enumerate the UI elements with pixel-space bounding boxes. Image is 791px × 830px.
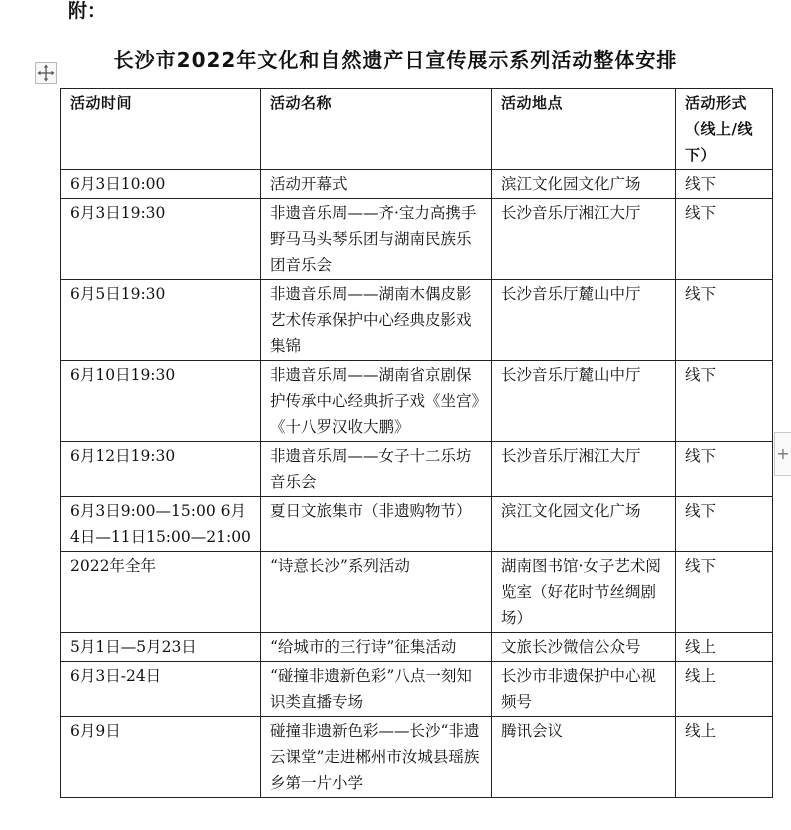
cell-name[interactable]: 非遗音乐周——湖南省京剧保护传承中心经典折子戏《坐宫》《十八罗汉收大鹏》 (261, 361, 492, 442)
header-time[interactable]: 活动时间 (61, 89, 261, 170)
cell-mode[interactable]: 线下 (676, 361, 773, 442)
cell-name[interactable]: 夏日文旅集市（非遗购物节） (261, 497, 492, 552)
cell-place[interactable]: 滨江文化园文化广场 (492, 497, 676, 552)
cell-place[interactable]: 腾讯会议 (492, 717, 676, 798)
cell-time[interactable]: 2022年全年 (61, 552, 261, 633)
cell-mode[interactable]: 线下 (676, 442, 773, 497)
table-row (61, 170, 773, 199)
table-header-row (61, 89, 773, 170)
cell-name[interactable]: “碰撞非遗新色彩”八点一刻知识类直播专场 (261, 662, 492, 717)
cell-time[interactable]: 6月12日19:30 (61, 442, 261, 497)
cell-name[interactable]: “给城市的三行诗”征集活动 (261, 633, 492, 662)
header-mode[interactable]: 活动形式（线上/线下） (676, 89, 773, 170)
cell-place[interactable]: 长沙市非遗保护中心视频号 (492, 662, 676, 717)
cell-time[interactable]: 6月3日-24日 (61, 662, 261, 717)
table-row (61, 361, 773, 442)
table-row (61, 199, 773, 280)
cell-mode[interactable]: 线上 (676, 633, 773, 662)
cell-time[interactable]: 6月5日19:30 (61, 280, 261, 361)
cell-place[interactable]: 滨江文化园文化广场 (492, 170, 676, 199)
add-row-button[interactable] (774, 432, 791, 476)
cell-mode[interactable]: 线下 (676, 170, 773, 199)
cell-time[interactable]: 5月1日—5月23日 (61, 633, 261, 662)
cell-mode[interactable]: 线下 (676, 280, 773, 361)
cell-mode[interactable]: 线下 (676, 552, 773, 633)
cell-name[interactable]: “诗意长沙”系列活动 (261, 552, 492, 633)
plus-icon: + (776, 444, 790, 463)
cell-name[interactable]: 非遗音乐周——齐·宝力高携手野马马头琴乐团与湖南民族乐团音乐会 (261, 199, 492, 280)
cell-name[interactable]: 非遗音乐周——湖南木偶皮影艺术传承保护中心经典皮影戏集锦 (261, 280, 492, 361)
attachment-label: 附： (68, 0, 107, 22)
cell-place[interactable]: 文旅长沙微信公众号 (492, 633, 676, 662)
table-row (61, 662, 773, 717)
table-row (61, 497, 773, 552)
cell-place[interactable]: 长沙音乐厅湘江大厅 (492, 199, 676, 280)
table-row (61, 633, 773, 662)
document-title: 长沙市2022年文化和自然遗产日宣传展示系列活动整体安排 (113, 48, 678, 72)
schedule-table (60, 88, 773, 798)
table-row (61, 280, 773, 361)
cell-place[interactable]: 长沙音乐厅麓山中厅 (492, 361, 676, 442)
cell-place[interactable]: 湖南图书馆·女子艺术阅览室（好花时节丝绸剧场） (492, 552, 676, 633)
cell-time[interactable]: 6月9日 (61, 717, 261, 798)
header-place[interactable]: 活动地点 (492, 89, 676, 170)
cell-time[interactable]: 6月3日10:00 (61, 170, 261, 199)
cell-mode[interactable]: 线上 (676, 717, 773, 798)
table-row (61, 717, 773, 798)
cell-mode[interactable]: 线下 (676, 497, 773, 552)
cell-time[interactable]: 6月3日19:30 (61, 199, 261, 280)
table-row (61, 442, 773, 497)
cell-place[interactable]: 长沙音乐厅湘江大厅 (492, 442, 676, 497)
cell-time[interactable]: 6月10日19:30 (61, 361, 261, 442)
cell-time[interactable]: 6月3日9:00—15:00 6月4日—11日15:00—21:00 (61, 497, 261, 552)
table-row (61, 552, 773, 633)
cell-name[interactable]: 非遗音乐周——女子十二乐坊音乐会 (261, 442, 492, 497)
header-name[interactable]: 活动名称 (261, 89, 492, 170)
cell-mode[interactable]: 线下 (676, 199, 773, 280)
cell-mode[interactable]: 线上 (676, 662, 773, 717)
cell-place[interactable]: 长沙音乐厅麓山中厅 (492, 280, 676, 361)
cell-name[interactable]: 活动开幕式 (261, 170, 492, 199)
cell-name[interactable]: 碰撞非遗新色彩——长沙“非遗云课堂”走进郴州市汝城县瑶族乡第一片小学 (261, 717, 492, 798)
